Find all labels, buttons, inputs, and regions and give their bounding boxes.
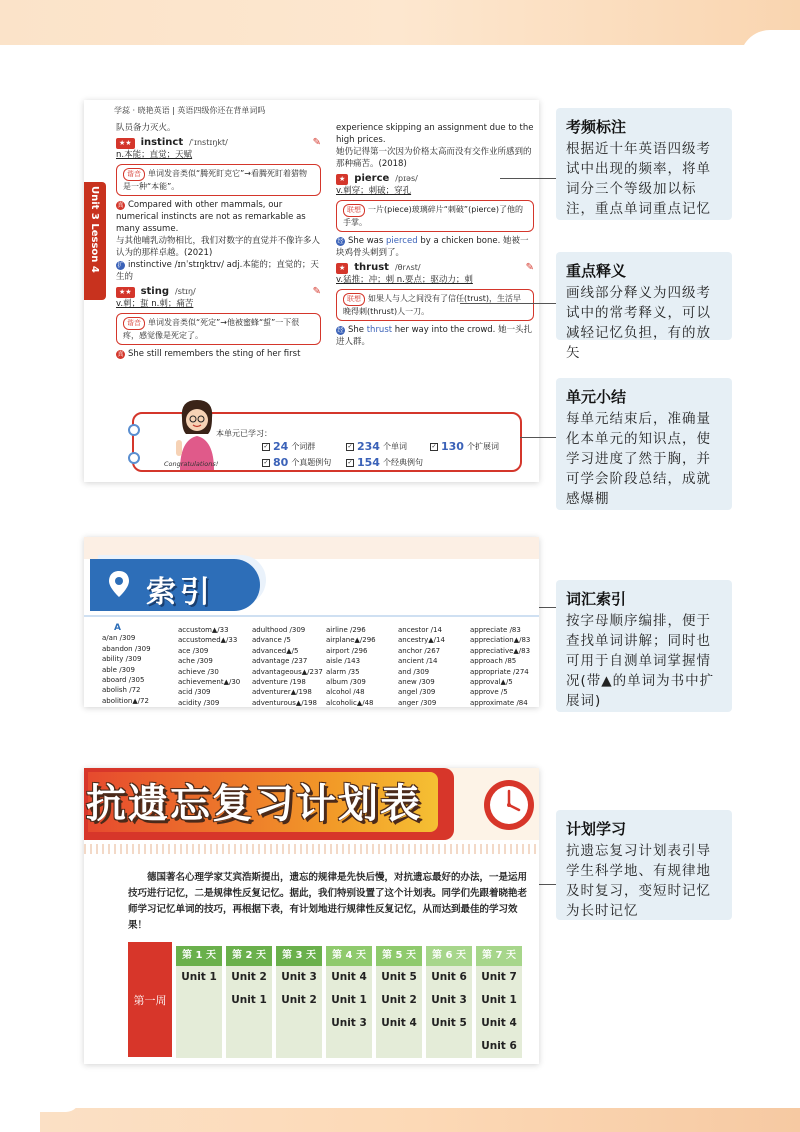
summary-stat bbox=[262, 440, 315, 453]
unit-cell: Unit 6 bbox=[481, 1040, 517, 1052]
callout-title: 重点释义 bbox=[566, 262, 627, 280]
index-entry: advanced▲/5 bbox=[252, 646, 299, 655]
bottom-decorative-band bbox=[40, 1108, 800, 1132]
association-text: 如果人与人之间没有了信任(trust)，生活早晚得刺(thrust)人一刀。 bbox=[343, 294, 522, 316]
index-entry: ancestry▲/14 bbox=[398, 636, 445, 645]
unit-cell: Unit 3 bbox=[281, 971, 317, 983]
callout-title: 词汇索引 bbox=[566, 590, 627, 608]
text-line: 队员备力灭火。 bbox=[116, 123, 176, 133]
association-tag: 联想 bbox=[343, 204, 365, 217]
unit-cell: Unit 4 bbox=[381, 1017, 417, 1029]
example-sentence bbox=[336, 235, 534, 259]
summary-stat bbox=[262, 456, 331, 469]
callout-definition bbox=[556, 252, 732, 361]
headword: thrust bbox=[354, 262, 389, 273]
index-entry: ancient /14 bbox=[398, 657, 438, 666]
index-entry: abolition▲/72 bbox=[102, 696, 149, 705]
index-entry: ancestor /14 bbox=[398, 626, 442, 634]
index-entry: advantage /237 bbox=[252, 657, 308, 666]
unit-cell: Unit 1 bbox=[481, 994, 517, 1006]
checkbox-icon: ✓ bbox=[431, 442, 437, 450]
checkbox-icon: ✓ bbox=[347, 442, 353, 450]
unit-tab-label: Unit 3 Lesson 4 bbox=[89, 186, 100, 273]
unit-cell: Unit 7 bbox=[481, 971, 517, 983]
extension-icon: 扩 bbox=[117, 262, 124, 269]
summary-stat bbox=[346, 456, 423, 469]
review-plan-page-sample bbox=[84, 768, 539, 1064]
callout-body: 画线部分释义为四级考试中的常考释义，可以减轻记忆负担，有的放矢 bbox=[566, 285, 711, 361]
index-entry: adulthood /309 bbox=[252, 626, 306, 634]
callout-leader-line bbox=[460, 303, 556, 304]
callout-body: 抗遗忘复习计划表引导学生科学地、有规律地及时复习，变短时记忆为长时记忆 bbox=[566, 843, 711, 919]
unit-cell: Unit 4 bbox=[481, 1017, 517, 1029]
index-entry: approach /85 bbox=[470, 657, 517, 666]
index-entry: acid /309 bbox=[178, 688, 211, 697]
frequency-star-chip: ★★ bbox=[116, 138, 135, 149]
index-entry: advantageous▲/237 bbox=[252, 667, 323, 676]
unit-cell: Unit 6 bbox=[431, 971, 467, 983]
frequency-star-chip: ★ bbox=[336, 174, 348, 185]
checkbox-icon: ✓ bbox=[263, 458, 269, 466]
index-column bbox=[326, 625, 376, 707]
mnemonic-box bbox=[116, 313, 321, 345]
phonetic: /ˈɪnstɪŋkt/ bbox=[189, 138, 228, 147]
callout-leader-line bbox=[500, 178, 556, 179]
derivative-text: instinctive /ɪnˈstɪŋktɪv/ adj.本能的；直觉的；天生的 bbox=[116, 260, 319, 282]
index-entry: alarm /35 bbox=[326, 667, 360, 676]
pen-mark-icon: ✎ bbox=[312, 137, 321, 148]
index-entry: acidity /309 bbox=[178, 698, 220, 707]
stat-label: 个经典例句 bbox=[382, 458, 423, 467]
callout-title: 单元小结 bbox=[566, 388, 627, 406]
index-entry: achievement▲/30 bbox=[178, 678, 241, 687]
day-header: 第 1 天 bbox=[176, 946, 222, 966]
highlighted-word: pierced bbox=[386, 236, 418, 246]
stat-label: 个词群 bbox=[291, 442, 316, 451]
example-en: Compared with other mammals, our numerical instincts are not as remarkable as many assume. bbox=[116, 200, 306, 234]
index-entry: abandon /309 bbox=[102, 644, 151, 653]
day-header: 第 6 天 bbox=[426, 946, 472, 966]
example-en: She still remembers the sting of her first bbox=[128, 349, 301, 359]
index-entry: airport /296 bbox=[326, 646, 368, 655]
index-entry: accustom▲/33 bbox=[178, 626, 229, 634]
checkbox-icon: ✓ bbox=[347, 458, 353, 466]
index-entry: appreciation▲/83 bbox=[470, 636, 531, 645]
day-column bbox=[226, 946, 272, 1058]
example-sentence bbox=[116, 199, 321, 235]
association-box bbox=[336, 289, 534, 321]
day-header: 第 7 天 bbox=[476, 946, 522, 966]
callout-body: 按字母顺序编排，便于查找单词讲解；同时也可用于自测单词掌握情况(带▲的单词为书中扩展词) bbox=[566, 613, 715, 709]
unit-cell: Unit 1 bbox=[181, 971, 217, 983]
mnemonic-tag: 谐音 bbox=[123, 168, 145, 181]
unit-cell: Unit 4 bbox=[331, 971, 367, 983]
example-translation: 她仍记得第一次因为价格太高而没有交作业所感到的那种痛苦。(2018) bbox=[336, 147, 532, 169]
example-translation: 她被一块鸡骨头刺到了。 bbox=[336, 236, 529, 258]
example-en-part: She bbox=[348, 325, 365, 335]
day-column bbox=[326, 946, 372, 1058]
callout-leader-line bbox=[520, 437, 556, 438]
classic-example-icon: 经 bbox=[337, 327, 344, 334]
frequency-star-chip: ★ bbox=[336, 263, 348, 274]
stat-label: 个单词 bbox=[382, 442, 407, 451]
definition: v.猛推；冲；刺 n.要点；驱动力；刺 bbox=[336, 275, 473, 285]
index-entry: approximate /84 bbox=[470, 698, 528, 707]
callout-frequency bbox=[556, 108, 732, 220]
index-column bbox=[470, 625, 530, 707]
location-pin-icon bbox=[108, 570, 130, 598]
index-entry: achieve /30 bbox=[178, 667, 219, 676]
stat-number: 80 bbox=[273, 456, 289, 469]
callout-body: 每单元结束后，准确量化本单元的知识点，使学习进度了然于胸，并可学会阶段总结，成就感爆棚 bbox=[566, 411, 711, 507]
index-entry: and /309 bbox=[398, 667, 430, 676]
entry-pierce bbox=[336, 173, 534, 185]
index-entry: adventurous▲/198 bbox=[252, 698, 317, 707]
index-entry: appreciate /83 bbox=[470, 626, 521, 634]
example-translation: 她一头扎进人群。 bbox=[336, 325, 533, 347]
binder-ring-icon bbox=[128, 424, 140, 436]
day-header: 第 2 天 bbox=[226, 946, 272, 966]
stat-number: 234 bbox=[357, 440, 380, 453]
unit-cell: Unit 3 bbox=[431, 994, 467, 1006]
day-header: 第 5 天 bbox=[376, 946, 422, 966]
stat-number: 154 bbox=[357, 456, 380, 469]
dictionary-page-sample bbox=[84, 100, 539, 482]
day-column bbox=[376, 946, 422, 1058]
definition: v.刺；蜇 n.刺；痛苦 bbox=[116, 299, 194, 309]
left-column bbox=[116, 122, 321, 360]
index-entry: album /309 bbox=[326, 678, 366, 687]
mnemonic-text: 单词发音类似“腾死盯克它”→看腾死盯着猎物是一种“本能”。 bbox=[123, 169, 307, 191]
index-entry: alcoholic▲/48 bbox=[326, 698, 374, 707]
highlighted-word: thrust bbox=[366, 325, 393, 335]
day-header: 第 4 天 bbox=[326, 946, 372, 966]
example-en-part: her way into the crowd. bbox=[394, 325, 496, 335]
index-entry: airline /296 bbox=[326, 626, 366, 634]
day-column bbox=[276, 946, 322, 1058]
plan-intro-text: 德国著名心理学家艾宾浩斯提出，遗忘的规律是先快后慢，对抗遗忘最好的办法，一是运用技巧进行记忆，二是规律性反复记忆。据此，我们特别设置了这个计划表。同学们先跟着晓艳老师学习记忆单词的技巧，再根据下表，有计划地进行规律性反复记忆，从而达到最佳的学习效果！ bbox=[128, 872, 528, 931]
day-column bbox=[476, 946, 522, 1058]
index-entry: abolish /72 bbox=[102, 686, 141, 695]
index-column bbox=[178, 625, 240, 707]
association-box bbox=[336, 200, 534, 232]
phonetic: /stɪŋ/ bbox=[175, 287, 196, 296]
unit-side-tab bbox=[84, 182, 106, 300]
index-entry: a/an /309 bbox=[102, 634, 136, 643]
frequency-star-chip: ★★ bbox=[116, 287, 135, 298]
right-column bbox=[336, 122, 534, 348]
unit-cell: Unit 1 bbox=[331, 994, 367, 1006]
index-divider bbox=[84, 615, 539, 617]
exam-example-icon: 真 bbox=[117, 202, 124, 209]
clock-icon bbox=[482, 778, 536, 832]
index-entry: anew /309 bbox=[398, 678, 435, 687]
stat-number: 130 bbox=[441, 440, 464, 453]
classic-example-icon: 经 bbox=[337, 238, 344, 245]
day-column bbox=[426, 946, 472, 1058]
callout-unit-summary bbox=[556, 378, 732, 510]
headword: instinct bbox=[140, 137, 184, 148]
example-en-part: She was bbox=[348, 236, 384, 246]
example-translation: 与其他哺乳动物相比，我们对数字的直觉并不像许多人认为的那样卓越。(2021) bbox=[116, 236, 321, 258]
association-tag: 联想 bbox=[343, 293, 365, 306]
top-decorative-band bbox=[0, 0, 800, 45]
day-header: 第 3 天 bbox=[276, 946, 322, 966]
stat-label: 个真题例句 bbox=[291, 458, 332, 467]
example-sentence bbox=[116, 348, 321, 360]
unit-cell: Unit 2 bbox=[281, 994, 317, 1006]
index-title: 索引 bbox=[146, 575, 214, 610]
pen-mark-icon: ✎ bbox=[312, 286, 321, 297]
entry-instinct bbox=[116, 137, 321, 149]
example-sentence bbox=[336, 324, 534, 348]
definition: v.刺穿；刺破；穿孔 bbox=[336, 186, 412, 196]
index-column bbox=[252, 625, 323, 707]
index-entry: ace /309 bbox=[178, 646, 209, 655]
index-entry: anchor /267 bbox=[398, 646, 441, 655]
phonetic: /θrʌst/ bbox=[394, 263, 421, 272]
index-entry: airplane▲/296 bbox=[326, 636, 376, 645]
index-entry: approve /5 bbox=[470, 688, 508, 697]
mnemonic-tag: 谐音 bbox=[123, 317, 145, 330]
day-column bbox=[176, 946, 222, 1058]
index-entry: accustomed▲/33 bbox=[178, 636, 238, 645]
callout-index bbox=[556, 580, 732, 712]
index-entry: able /309 bbox=[102, 665, 135, 674]
index-entry: aisle /143 bbox=[326, 657, 361, 666]
pen-mark-icon: ✎ bbox=[525, 262, 534, 273]
callout-title: 计划学习 bbox=[566, 820, 627, 838]
index-entry: aboard /305 bbox=[102, 676, 145, 685]
summary-stat bbox=[346, 440, 407, 453]
index-entry: appropriate /274 bbox=[470, 667, 529, 676]
index-entry: alcohol /48 bbox=[326, 688, 365, 697]
headword: sting bbox=[140, 286, 169, 297]
index-letter-heading: A bbox=[114, 623, 121, 633]
binder-ring-icon bbox=[128, 452, 140, 464]
index-page-sample bbox=[84, 537, 539, 707]
unit-cell: Unit 2 bbox=[381, 994, 417, 1006]
phonetic: /pɪəs/ bbox=[395, 174, 418, 183]
mnemonic-box bbox=[116, 164, 321, 196]
derivative bbox=[116, 259, 321, 283]
checkbox-icon: ✓ bbox=[263, 442, 269, 450]
index-column bbox=[398, 625, 445, 707]
entry-thrust bbox=[336, 262, 534, 274]
entry-sting bbox=[116, 286, 321, 298]
index-entry: angel /309 bbox=[398, 688, 436, 697]
stat-number: 24 bbox=[273, 440, 289, 453]
mnemonic-text: 单词发音类似“死定”→他被蜜蜂“蜇”一下很疼，感觉像是死定了。 bbox=[123, 318, 300, 340]
index-entry: adventurer▲/198 bbox=[252, 688, 312, 697]
index-entry: ache /309 bbox=[178, 657, 213, 666]
unit-cell: Unit 1 bbox=[231, 994, 267, 1006]
page-header: 学蕊 · 晓艳英语 | 英语四级你还在背单词吗 bbox=[114, 106, 266, 115]
callout-plan bbox=[556, 810, 732, 920]
congratulations-caption: Congratulations! bbox=[164, 460, 219, 468]
unit-cell: Unit 5 bbox=[431, 1017, 467, 1029]
plan-decorative-stripes bbox=[84, 844, 539, 854]
unit-cell: Unit 2 bbox=[231, 971, 267, 983]
headword: pierce bbox=[354, 173, 390, 184]
index-entry: advance /5 bbox=[252, 636, 291, 645]
unit-cell: Unit 5 bbox=[381, 971, 417, 983]
index-entry: anger /309 bbox=[398, 698, 437, 707]
example-en: experience skipping an assignment due to the high prices. bbox=[336, 123, 534, 145]
index-column bbox=[102, 623, 151, 706]
callout-body: 根据近十年英语四级考试中出现的频率，将单词分三个等级加以标注，重点单词重点记忆 bbox=[566, 141, 711, 217]
example-en-part: by a chicken bone. bbox=[420, 236, 501, 246]
stat-label: 个扩展词 bbox=[466, 442, 499, 451]
plan-title: 抗遗忘复习计划表 bbox=[86, 781, 422, 827]
exam-example-icon: 真 bbox=[117, 351, 124, 358]
index-entry: ability /309 bbox=[102, 655, 142, 664]
index-entry: adventure /198 bbox=[252, 678, 306, 687]
definition: n.本能；直觉；天赋 bbox=[116, 150, 193, 160]
week-label-cell: 第一周 bbox=[128, 942, 172, 1057]
unit-cell: Unit 3 bbox=[331, 1017, 367, 1029]
summary-stat bbox=[430, 440, 499, 453]
summary-title: 本单元已学习： bbox=[216, 429, 272, 438]
association-text: 一片(piece)玻璃碎片“刺破”(pierce)了他的手掌。 bbox=[343, 205, 523, 227]
index-entry: appreciative▲/83 bbox=[470, 646, 531, 655]
callout-title: 考频标注 bbox=[566, 118, 627, 136]
index-entry: approval▲/5 bbox=[470, 678, 513, 687]
